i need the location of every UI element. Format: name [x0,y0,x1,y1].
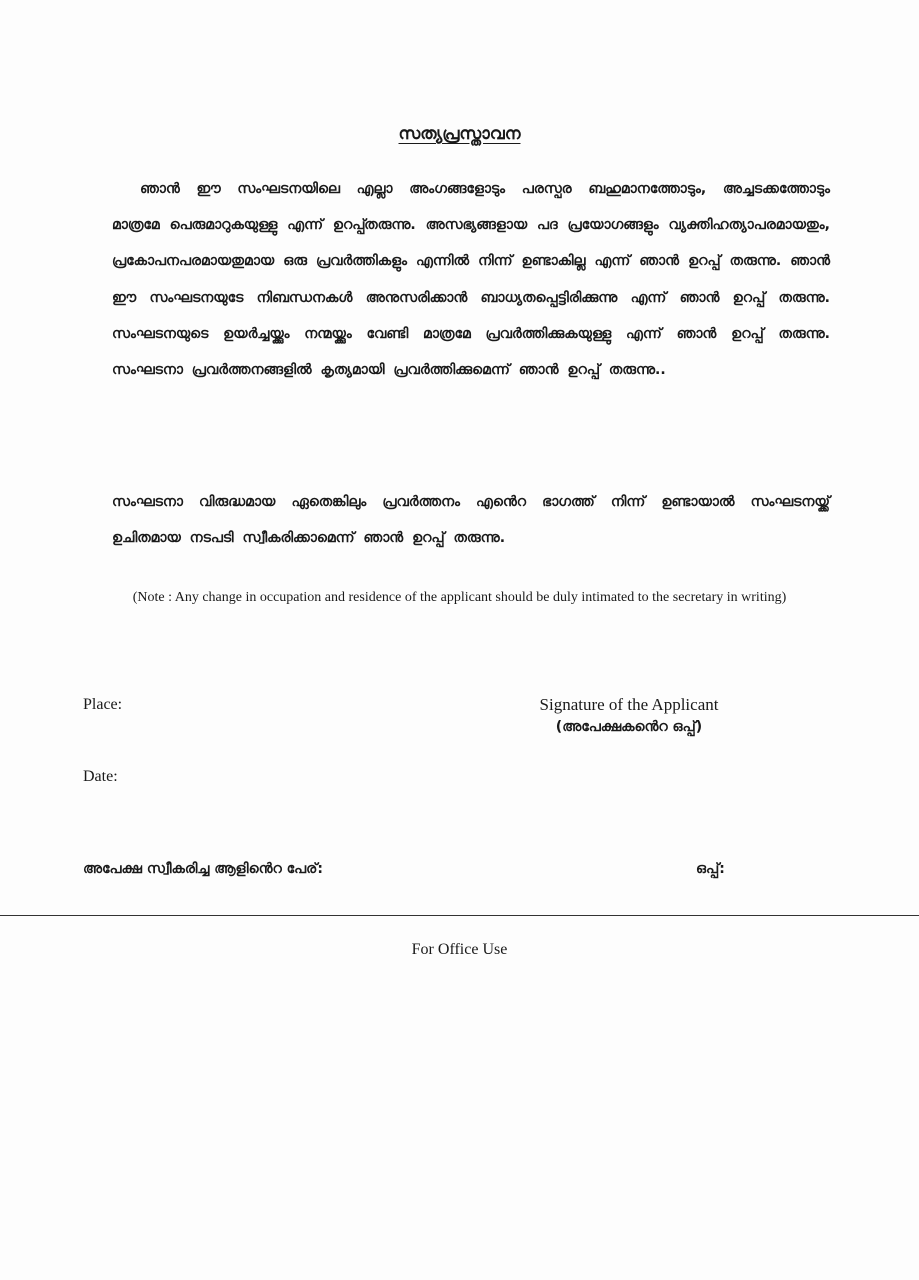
receiver-signature-label: ഒപ്പ്: [696,861,725,877]
place-label: Place: [83,696,123,713]
signature-block [524,694,734,738]
applicant-note: (Note : Any change in occupation and residence of the applicant should be duly intimated to the secretary in writing) [132,590,787,605]
declaration-paragraph-2: സംഘടനാ വിരുദ്ധമായ ഏതെങ്കിലും പ്രവർത്തനം എൻെറ ഭാഗത്ത് നിന്ന് ഉണ്ടായാൽ സംഘടനയ്ക്ക് ഉചിതമായ നടപടി സ്വീകരിക്കാമെന്ന് ഞാൻ ഉറപ്പ് തരുന്നു. [112,494,830,547]
signature-label-malayalam: (അപേക്ഷകൻെറ ഒപ്പ്) [555,719,703,735]
signature-label: Signature of the Applicant [539,695,719,714]
date-label: Date: [83,768,118,785]
declaration-paragraph-1: ഞാൻ ഈ സംഘടനയിലെ എല്ലാ അംഗങ്ങളോടും പരസ്പര ബഹുമാനത്തോടും, അച്ചടക്കത്തോടും മാത്രമേ പെരുമാറുകയുള്ളു എന്ന് ഉറപ്പ്തരുന്നു. അസഭ്യങ്ങളായ പദ പ്രയോഗങ്ങളും വ്യക്തിഹത്യാപരമായതും, പ്രകോപനപരമായതുമായ ഒരു പ്രവർത്തികളും എന്നിൽ നിന്ന് ഉണ്ടാകില്ല എന്ന് ഞാൻ ഉറപ്പ് തരുന്നു. ഞാൻ ഈ സംഘടനയുടേ നിബന്ധനകൾ അനുസരിക്കാൻ ബാധ്യതപ്പെട്ടിരിക്കുന്നു എന്ന് ഞാൻ ഉറപ്പ് തരുന്നു. സംഘടനയുടെ ഉയർച്ചയ്ക്കും നന്മയ്ക്കും വേണ്ടി മാത്രമേ പ്രവർത്തിക്കുകയുള്ളു എന്ന് ഞാൻ ഉറപ്പ് തരുന്നു. സംഘടനാ പ്രവർത്തനങ്ങളിൽ കൃത്യമായി പ്രവർത്തിക്കുമെന്ന് ഞാൻ ഉറപ്പ് തരുന്നു.. [112,181,830,379]
receiver-name-label: അപേക്ഷ സ്വീകരിച്ച ആളിൻെറ പേര്: [83,861,323,877]
page-title: സത്യപ്രസ്താവന [398,124,521,144]
office-use-label: For Office Use [411,941,508,958]
office-divider [0,915,919,916]
